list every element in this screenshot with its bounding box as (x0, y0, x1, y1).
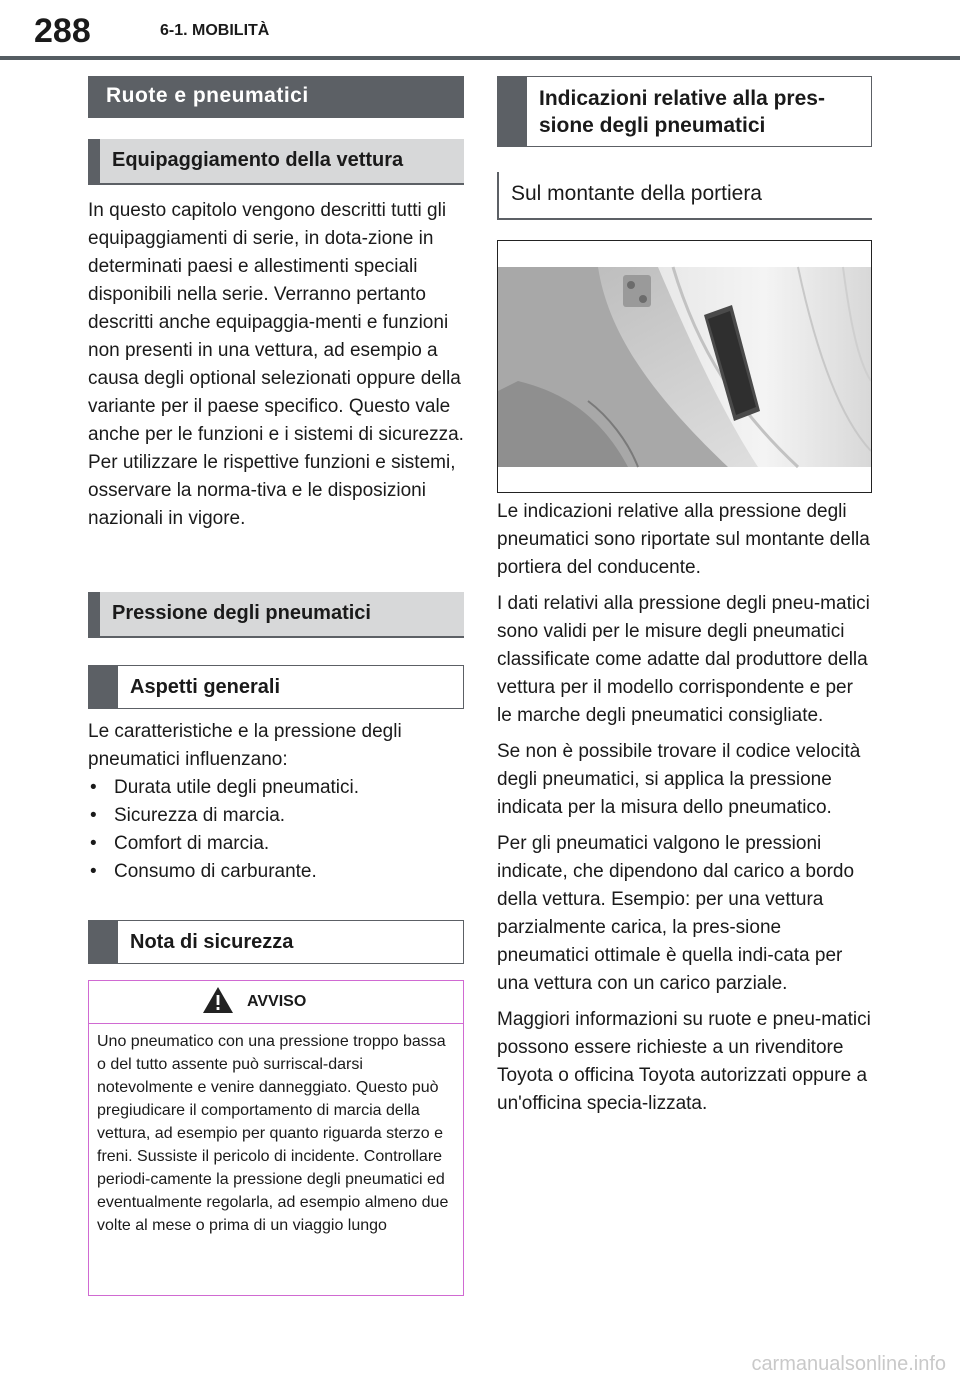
page-number: 288 (34, 12, 91, 50)
heading-pressure-indications: Indicazioni relative alla pres-sione degli pneumatici (497, 76, 872, 147)
paragraph: Per gli pneumatici valgono le pressioni indicate, che dipendono dal carico a bordo della vettura. Esempio: per una vettura parzialmente carica, la pres-sione pneumatici ottimale è quella indi-cata per una vettura con un carico parziale. (497, 833, 855, 994)
heading-tyre-pressure: Pressione degli pneumatici (88, 592, 464, 638)
door-pillar-photo (497, 240, 872, 493)
heading-equipment: Equipaggiamento della vettura (88, 139, 464, 185)
pressure-indications-text (497, 498, 872, 1126)
warning-header (89, 981, 463, 1024)
general-bullet-list (88, 774, 464, 886)
list-item: • Durata utile degli pneumatici. (88, 774, 464, 802)
heading-general-aspects: Aspetti generali (88, 665, 464, 709)
chapter-heading: Ruote e pneumatici (88, 76, 464, 118)
paragraph: I dati relativi alla pressione degli pneu-matici sono validi per le misure degli pneumatici classificate come adatte dal produttore della vettura per il modello corrispondente e per le marche degli pneumatici consigliate. (497, 593, 870, 726)
general-section (88, 718, 464, 886)
paragraph: Maggiori informazioni su ruote e pneu-matici possono essere richieste a un rivenditore Toyota o officina Toyota autorizzati oppure a un'officina specia-lizzata. (497, 1009, 871, 1114)
door-pillar-illustration (498, 241, 871, 492)
list-item: • Sicurezza di marcia. (88, 802, 464, 830)
paragraph: Le indicazioni relative alla pressione degli pneumatici sono riportate sul montante della portiera del conducente. (497, 501, 870, 578)
list-item: • Consumo di carburante. (88, 858, 464, 886)
paragraph: Se non è possibile trovare il codice velocità degli pneumatici, si applica la pressione indicata per la misura dello pneumatico. (497, 741, 861, 818)
warning-box (88, 980, 464, 1296)
equipment-paragraph (88, 197, 464, 541)
heading-safety-note: Nota di sicurezza (88, 920, 464, 964)
equipment-text: In questo capitolo vengono descritti tutti gli equipaggiamenti di serie, in dota-zione in determinati paesi e allestimenti speciali disponibili nella serie. Verranno pertanto descritti anche equipaggia-menti e funzioni non presenti in una vettura, ad esempio a causa degli optional selezionati oppure della variante per il paese specifico. Questo vale anche per le funzioni e i sistemi di sicurezza. Per utilizzare le rispettive funzioni e sistemi, osservare la norma-tiva e le disposizioni nazionali in vigore. (88, 200, 464, 529)
section-reference: 6-1. MOBILITÀ (160, 22, 270, 39)
warning-triangle-icon (202, 985, 234, 1015)
list-item: • Comfort di marcia. (88, 830, 464, 858)
header-rule (0, 56, 960, 60)
warning-title: AVVISO (247, 993, 307, 1010)
watermark-text: carmanualsonline.info (751, 1353, 946, 1375)
general-intro: Le caratteristiche e la pressione degli pneumatici influenzano: (88, 721, 402, 770)
warning-text: Uno pneumatico con una pressione troppo bassa o del tutto assente può surriscal-darsi notevolmente e venire danneggiato. Questo può pregiudicare il comportamento di marcia della vettura, ad esempio per quanto riguarda sterzo e freni. Sussiste il pericolo di incidente. Controllare periodi-camente la pressione degli pneumatici ed eventualmente regolarla, ad esempio almeno due volte al mese o prima di un viaggio lungo (97, 1033, 449, 1234)
heading-door-pillar: Sul montante della portiera (497, 172, 872, 220)
